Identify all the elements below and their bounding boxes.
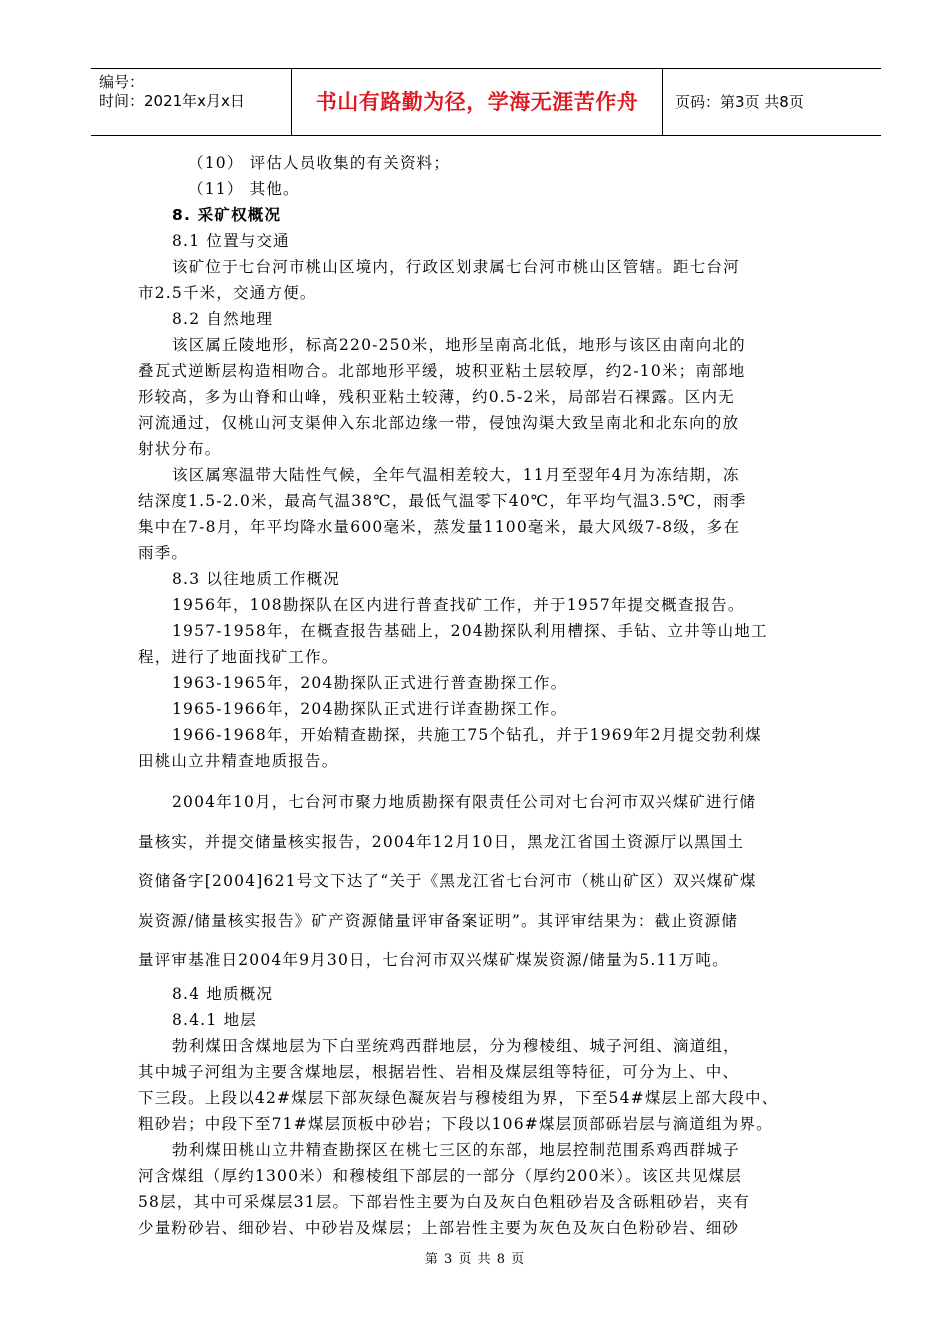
paragraph-line: 量核实，并提交储量核实报告，2004年12月10日，黑龙江省国土资源厅以黑国土 bbox=[138, 832, 745, 851]
paragraph-line: 形较高，多为山脊和山峰，残积亚粘土较薄，约0.5-2米，局部岩石裸露。区内无 bbox=[138, 388, 735, 406]
header-page-label: 页码：第3页 共8页 bbox=[675, 93, 804, 111]
paragraph-line: 1957-1958年，在概查报告基础上，204勘探队利用槽探、手钻、立井等山地工 bbox=[172, 622, 768, 640]
paragraph-line: 1963-1965年，204勘探队正式进行普查勘探工作。 bbox=[172, 674, 568, 692]
subsection-heading: 8.4.1 地层 bbox=[172, 1010, 257, 1029]
paragraph-line: 雨季。 bbox=[138, 544, 189, 562]
paragraph-line: 程，进行了地面找矿工作。 bbox=[138, 648, 339, 666]
paragraph-line: 该区属丘陵地形，标高220-250米，地形呈南高北低，地形与该区由南向北的 bbox=[172, 336, 746, 354]
paragraph-line: 炭资源/储量核实报告》矿产资源储量评审备案证明”。其评审结果为：截止资源储 bbox=[138, 911, 739, 930]
paragraph-line: 叠瓦式逆断层构造相吻合。北部地形平缓，坡积亚粘土层较厚，约2-10米；南部地 bbox=[138, 362, 746, 380]
paragraph-line: 资储备字[2004]621号文下达了“关于《黑龙江省七台河市（桃山矿区）双兴煤矿煤 bbox=[138, 872, 757, 890]
paragraph-line: 1965-1966年，204勘探队正式进行详查勘探工作。 bbox=[172, 700, 568, 718]
list-item: （11） 其他。 bbox=[188, 180, 300, 198]
paragraph-line: 其中城子河组为主要含煤地层，根据岩性、岩相及煤层组等特征，可分为上、中、 bbox=[138, 1062, 740, 1081]
subsection-heading: 8.4 地质概况 bbox=[172, 984, 274, 1003]
page-footer: 第 3 页 共 8 页 bbox=[424, 1252, 526, 1267]
paragraph-line: 少量粉砂岩、细砂岩、中砂岩及煤层；上部岩性主要为灰色及灰白色粉砂岩、细砂 bbox=[138, 1218, 740, 1237]
paragraph-line: 田桃山立井精查地质报告。 bbox=[138, 752, 339, 770]
list-item: （10） 评估人员收集的有关资料； bbox=[188, 154, 451, 172]
paragraph-line: 结深度1.5-2.0米，最高气温38℃，最低气温零下40℃，年平均气温3.5℃，雨季 bbox=[138, 492, 747, 510]
document-body bbox=[138, 150, 838, 1241]
paragraph-line: 1956年，108勘探队在区内进行普查找矿工作，并于1957年提交概查报告。 bbox=[172, 596, 745, 614]
paragraph-line: 58层，其中可采煤层31层。下部岩性主要为白及灰白色粗砂岩及含砾粗砂岩，夹有 bbox=[138, 1192, 751, 1211]
paragraph-line: 量评审基准日2004年9月30日，七台河市双兴煤矿煤炭资源/储量为5.11万吨。 bbox=[138, 951, 729, 969]
header-motto: 书山有路勤为径，学海无涯苦作舟 bbox=[291, 69, 663, 135]
paragraph-line: 勃利煤田含煤地层为下白垩统鸡西群地层，分为穆棱组、城子河组、滴道组， bbox=[172, 1036, 740, 1055]
paragraph-line: 2004年10月，七台河市聚力地质勘探有限责任公司对七台河市双兴煤矿进行储 bbox=[172, 793, 757, 811]
spacer bbox=[138, 774, 838, 783]
subsection-heading: 8.2 自然地理 bbox=[172, 310, 274, 328]
paragraph-line: 河流通过，仅桃山河支渠伸入东北部边缘一带，侵蚀沟渠大致呈南北和北东向的放 bbox=[138, 414, 740, 432]
paragraph-line: 粗砂岩；中段下至71#煤层顶板中砂岩；下段以106#煤层顶部砾岩层与滴道组为界。 bbox=[138, 1114, 773, 1133]
paragraph-line: 下三段。上段以42#煤层下部灰绿色凝灰岩与穆棱组为界，下至54#煤层上部大段中、 bbox=[138, 1088, 779, 1107]
paragraph-line: 射状分布。 bbox=[138, 440, 222, 458]
subsection-heading: 8.1 位置与交通 bbox=[172, 232, 290, 250]
subsection-heading: 8.3 以往地质工作概况 bbox=[172, 570, 340, 588]
paragraph-line: 该矿位于七台河市桃山区境内，行政区划隶属七台河市桃山区管辖。距七台河 bbox=[172, 258, 740, 276]
paragraph-line: 市2.5千米，交通方便。 bbox=[138, 284, 317, 302]
document-header bbox=[91, 68, 881, 136]
paragraph-line: 该区属寒温带大陆性气候，全年气温相差较大，11月至翌年4月为冻结期，冻 bbox=[172, 466, 740, 484]
paragraph-line: 集中在7-8月，年平均降水量600毫米，蒸发量1100毫米，最大风级7-8级，多在 bbox=[138, 518, 741, 536]
paragraph-line: 勃利煤田桃山立井精查勘探区在桃七三区的东部，地层控制范围系鸡西群城子 bbox=[172, 1140, 740, 1159]
header-meta bbox=[91, 69, 291, 135]
header-time-label: 时间：2021年x月x日 bbox=[99, 92, 245, 110]
paragraph-line: 河含煤组（厚约1300米）和穆棱组下部层的一部分（厚约200米）。该区共见煤层 bbox=[138, 1166, 743, 1185]
section-heading: 8. 采矿权概况 bbox=[172, 206, 282, 224]
header-number-label: 编号： bbox=[99, 73, 145, 91]
paragraph-line: 1966-1968年，开始精查勘探，共施工75个钻孔，并于1969年2月提交勃利煤 bbox=[172, 726, 762, 744]
